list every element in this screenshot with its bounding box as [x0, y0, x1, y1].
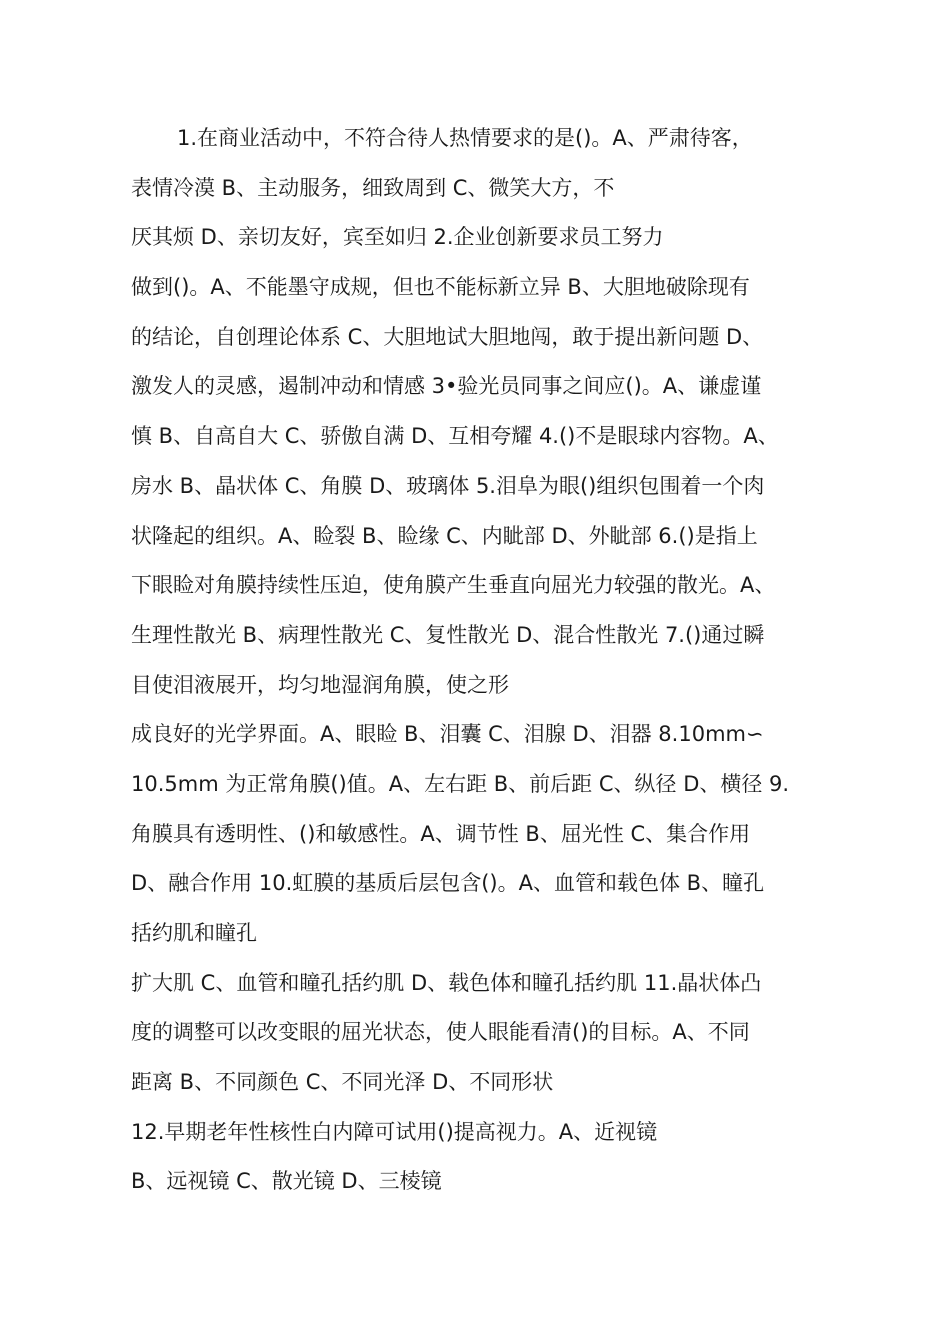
- text-line: 状隆起的组织。A、睑裂 B、睑缘 C、内眦部 D、外眦部 6.()是指上: [131, 523, 758, 548]
- text-line: 成良好的光学界面。A、眼睑 B、泪囊 C、泪腺 D、泪器 8.10mm∽: [131, 722, 764, 747]
- text-line: 房水 B、晶状体 C、角膜 D、玻璃体 5.泪阜为眼()组织包围着一个肉: [131, 473, 765, 498]
- text-line: 表情冷漠 B、主动服务，细致周到 C、微笑大方，不: [131, 175, 615, 200]
- text-line: 的结论，自创理论体系 C、大胆地试大胆地闯，敢于提出新问题 D、: [131, 324, 764, 349]
- text-line: D、融合作用 10.虹膜的基质后层包含()。A、血管和载色体 B、瞳孔: [131, 871, 765, 896]
- text-line: 扩大肌 C、血管和瞳孔括约肌 D、载色体和瞳孔括约肌 11.晶状体凸: [131, 970, 762, 995]
- text-line: 做到()。A、不能墨守成规，但也不能标新立异 B、大胆地破除现有: [131, 275, 750, 300]
- text-line: 1.在商业活动中，不符合待人热情要求的是()。A、严肃待客，: [177, 126, 753, 150]
- text-line: 厌其烦 D、亲切友好，宾至如归 2.企业创新要求员工努力: [131, 225, 664, 250]
- text-line: B、远视镜 C、散光镜 D、三棱镜: [131, 1169, 442, 1194]
- document-body: [131, 114, 851, 1207]
- text-line: 生理性散光 B、病理性散光 C、复性散光 D、混合性散光 7.()通过瞬: [131, 622, 765, 647]
- text-line: 目使泪液展开，均匀地湿润角膜，使之形: [131, 672, 509, 697]
- text-line: 距离 B、不同颜色 C、不同光泽 D、不同形状: [131, 1070, 554, 1095]
- text-line: 角膜具有透明性、()和敏感性。A、调节性 B、屈光性 C、集合作用: [131, 821, 751, 846]
- text-line: 12.早期老年性核性白内障可试用()提高视力。A、近视镜: [131, 1119, 658, 1144]
- text-line: 激发人的灵感，遏制冲动和情感 3•验光员同事之间应()。A、谦虚谨: [131, 374, 762, 399]
- text-line: 慎 B、自高自大 C、骄傲自满 D、互相夸耀 4.()不是眼球内容物。A、: [131, 424, 779, 449]
- text-line: 下眼睑对角膜持续性压迫，使角膜产生垂直向屈光力较强的散光。A、: [131, 573, 776, 598]
- text-line: 10.5mm 为正常角膜()值。A、左右距 B、前后距 C、纵径 D、横径 9.: [131, 771, 790, 796]
- text-line: 度的调整可以改变眼的屈光状态，使人眼能看清()的目标。A、不同: [131, 1020, 750, 1045]
- text-line: 括约肌和瞳孔: [131, 921, 257, 945]
